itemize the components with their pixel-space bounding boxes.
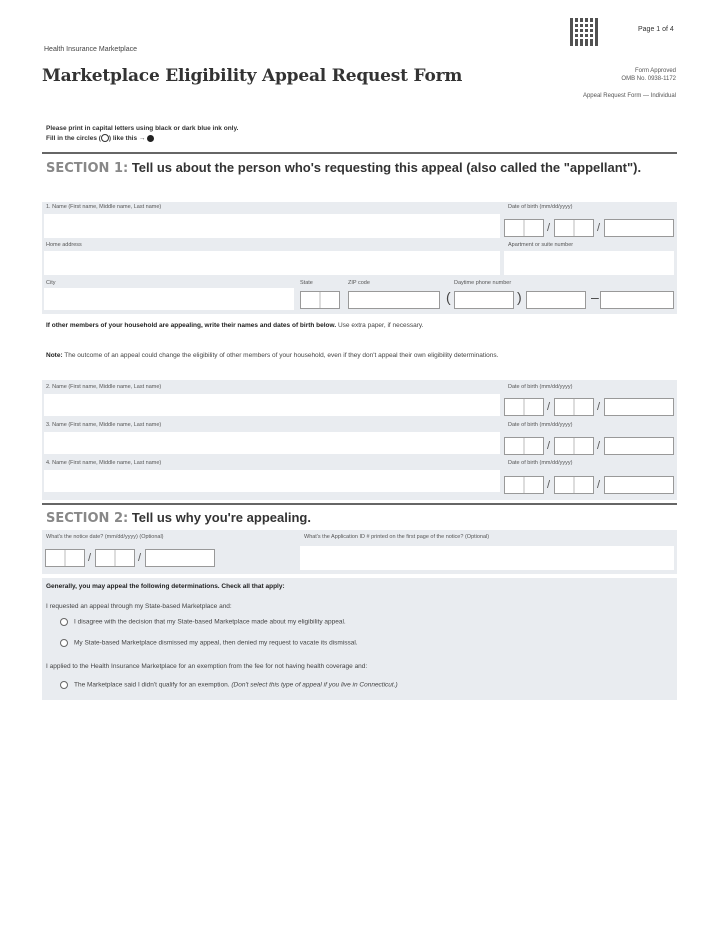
empty-circle-icon (101, 134, 109, 142)
date-separator: / (547, 222, 551, 234)
dob-month-input[interactable] (504, 219, 544, 237)
appellant-fields (42, 202, 677, 314)
apartment-input[interactable] (504, 251, 674, 275)
state-based-intro: I requested an appeal through my State-based Marketplace and: (46, 603, 232, 610)
omb-line-1: Form Approved (634, 68, 676, 74)
instruction-fill-b: ) like this (108, 135, 138, 142)
agency-name: Health Insurance Marketplace (44, 46, 137, 53)
app-id-label: What's the Application ID # printed on the first page of the notice? (Optional) (304, 534, 490, 540)
member-3-name-label: 3. Name (First name, Middle name, Last name) (46, 422, 162, 428)
member-2-dob-month[interactable] (504, 398, 544, 416)
determinations (42, 578, 677, 700)
date-separator: / (547, 440, 551, 452)
dob-day-input[interactable] (554, 219, 594, 237)
state-label: State (300, 280, 313, 286)
date-separator: / (597, 222, 601, 234)
name-label: 1. Name (First name, Middle name, Last name) (46, 204, 162, 210)
section-2-heading (46, 510, 311, 527)
date-separator: / (88, 552, 92, 564)
member-2-name-input[interactable] (44, 394, 500, 416)
member-4-dob-day[interactable] (554, 476, 594, 494)
household-note (46, 351, 656, 361)
household-bold: If other members of your household are appealing, write their names and dates of birth below. (46, 322, 337, 329)
member-4-dob-month[interactable] (504, 476, 544, 494)
apt-label: Apartment or suite number (508, 242, 574, 248)
notice-date-label: What's the notice date? (mm/dd/yyyy) (Optional) (46, 534, 164, 540)
phone-label: Daytime phone number (454, 280, 512, 286)
phone-prefix-input[interactable] (526, 291, 586, 309)
member-4-dob-label: Date of birth (mm/dd/yyyy) (508, 460, 573, 466)
date-separator: / (547, 479, 551, 491)
option-exemption[interactable] (60, 681, 398, 689)
member-4-name-input[interactable] (44, 470, 500, 492)
household-rest: Use extra paper, if necessary. (336, 322, 424, 329)
zip-label: ZIP code (348, 280, 370, 286)
date-separator: / (138, 552, 142, 564)
phone-close-paren: ) (517, 289, 522, 305)
section-1-number: SECTION 1: (46, 161, 129, 176)
date-separator: / (597, 479, 601, 491)
city-label: City (46, 280, 56, 286)
section-2-number: SECTION 2: (46, 511, 129, 526)
state-input[interactable] (300, 291, 340, 309)
instruction-ink: Please print in capital letters using black or dark blue ink only. (46, 125, 239, 132)
section-2-title: Tell us why you're appealing. (131, 510, 311, 525)
member-4-name-label: 4. Name (First name, Middle name, Last name) (46, 460, 162, 466)
notice-year-input[interactable] (145, 549, 215, 567)
instruction-circles: Fill in the circles ( ) like this → (46, 134, 238, 144)
form-subtitle: Appeal Request Form — Individual (582, 93, 676, 99)
phone-dash: – (591, 289, 599, 305)
member-3-dob-month[interactable] (504, 437, 544, 455)
member-2-name-label: 2. Name (First name, Middle name, Last name) (46, 384, 162, 390)
qr-code (570, 18, 598, 46)
option-disagree-radio[interactable] (60, 618, 68, 626)
omb-line-2: OMB No. 0938-1172 (621, 76, 676, 82)
dob-year-input[interactable] (604, 219, 674, 237)
notice-day-input[interactable] (95, 549, 135, 567)
household-instructions (46, 321, 656, 331)
option-dismissed-radio[interactable] (60, 639, 68, 647)
section-1-heading (46, 160, 666, 177)
exemption-intro: I applied to the Health Insurance Marketplace for an exemption from the fee for not having health coverage and: (46, 663, 368, 670)
member-2-dob-day[interactable] (554, 398, 594, 416)
address-label: Home address (46, 242, 82, 248)
option-disagree[interactable] (60, 618, 346, 626)
date-separator: / (597, 440, 601, 452)
city-input[interactable] (44, 288, 294, 310)
note-text: The outcome of an appeal could change the eligibility of other members of your household, even if they don't appeal their own eligibility determinations. (62, 352, 499, 359)
date-separator: / (547, 401, 551, 413)
member-3-dob-day[interactable] (554, 437, 594, 455)
phone-line-input[interactable] (600, 291, 674, 309)
member-4-dob-year[interactable] (604, 476, 674, 494)
section-1-rule (42, 152, 677, 154)
option-exemption-note: (Don't select this type of appeal if you live in Connecticut.) (231, 681, 398, 689)
home-address-input[interactable] (44, 251, 500, 275)
note-bold: Note: (46, 352, 63, 359)
option-dismissed-label: My State-based Marketplace dismissed my appeal, then denied my request to vacate its dismissal. (74, 639, 358, 647)
option-exemption-label: The Marketplace said I didn't qualify for an exemption. (74, 681, 230, 689)
notice-month-input[interactable] (45, 549, 85, 567)
instruction-fill-a: Fill in the circles ( (46, 135, 101, 142)
appellant-name-input[interactable] (44, 214, 500, 238)
option-dismissed[interactable] (60, 639, 358, 647)
form-title: Marketplace Eligibility Appeal Request Form (42, 66, 463, 86)
phone-open-paren: ( (446, 289, 451, 305)
page-number: Page 1 of 4 (638, 26, 674, 33)
option-exemption-radio[interactable] (60, 681, 68, 689)
member-3-dob-label: Date of birth (mm/dd/yyyy) (508, 422, 573, 428)
member-2-dob-label: Date of birth (mm/dd/yyyy) (508, 384, 573, 390)
generally-heading: Generally, you may appeal the following determinations. Check all that apply: (46, 583, 285, 590)
phone-area-input[interactable] (454, 291, 514, 309)
filled-circle-icon (147, 135, 154, 142)
instructions (46, 124, 238, 144)
section-2-rule (42, 503, 677, 505)
dob-label: Date of birth (mm/dd/yyyy) (508, 204, 573, 210)
option-disagree-label: I disagree with the decision that my State-based Marketplace made about my eligibility appeal. (74, 618, 346, 626)
section-1-title: Tell us about the person who's requesting this appeal (also called the "appellant"). (131, 160, 642, 175)
household-members (42, 380, 677, 500)
member-3-dob-year[interactable] (604, 437, 674, 455)
app-id-input[interactable] (300, 546, 674, 570)
member-3-name-input[interactable] (44, 432, 500, 454)
notice-fields (42, 530, 677, 574)
date-separator: / (597, 401, 601, 413)
omb-info (621, 67, 676, 83)
zip-input[interactable] (348, 291, 440, 309)
member-2-dob-year[interactable] (604, 398, 674, 416)
